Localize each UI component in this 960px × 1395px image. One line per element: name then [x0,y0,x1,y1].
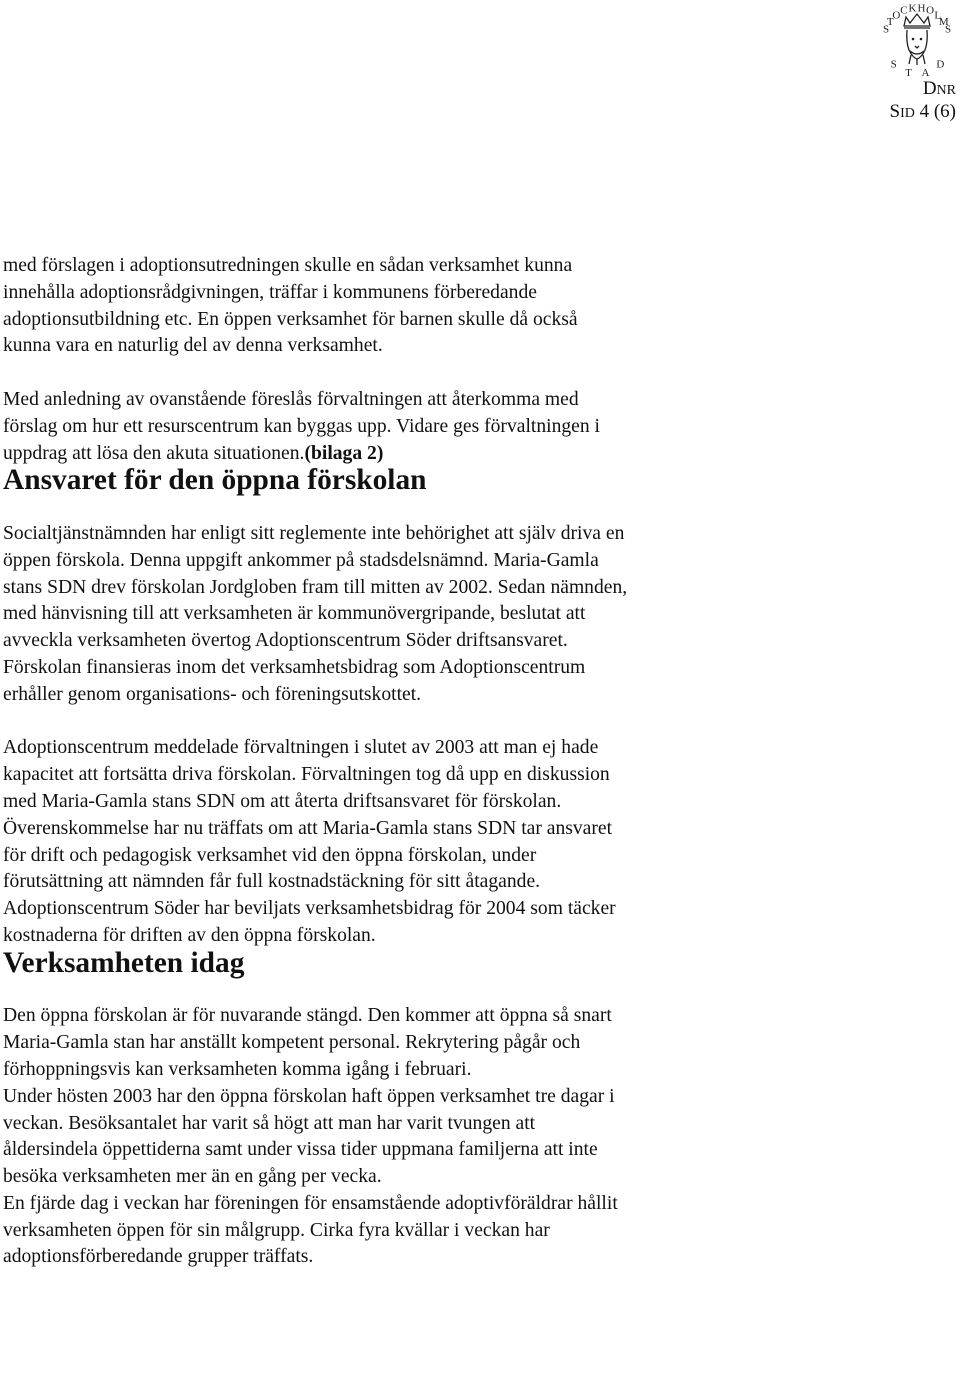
logo-letter: T [905,66,912,78]
heading-responsibility: Ansvaret för den öppna förskolan [3,464,427,497]
dnr-rest: NR [936,83,956,98]
logo-letter: K [908,2,917,15]
logo-letter: O [926,4,935,17]
logo-letter: T [886,15,894,28]
paragraph-resource-centre [3,387,957,467]
logo-letter: M [938,15,949,28]
logo-letter: S [890,58,897,71]
paragraph-adoption-proposal: med förslagen i adoptionsutredningen skulle en sådan verksamhet kunna innehålla adoptionsrådgivningen, träffar i kommunens förberedande adoptionsutbildning etc. En öppen verksamhet för barnen skulle då också kunna vara en naturlig del av denna verksamhet. [3,255,578,357]
sid-rest: ID [900,106,915,121]
dnr-first-letter: D [922,78,937,99]
page-number: 4 (6) [919,101,956,122]
attachment-reference: (bilaga 2) [304,442,384,464]
sid-first-letter: S [889,101,901,122]
document-number-label [923,78,956,102]
logo-letter: O [892,9,901,22]
saint-erik-head-icon [907,30,928,65]
logo-letter: A [921,66,930,78]
paragraph-activity-today: Den öppna förskolan är för nuvarande stängd. Den kommer att öppna så snart Maria-Gamla stan har anställt kompetent personal. Rekrytering pågår och förhoppningsvis kan verksamheten komma igång i februari. Under hösten 2003 har den öppna förskolan haft öppen verksamhet tre dagar i veckan. Besöksantalet har varit så högt att man har varit tvungen att åldersindela öppettiderna samt under vissa tider uppmana familjerna att inte besöka verksamheten mer än en gång per vecka. En fjärde dag i veckan har föreningen för ensamstående adoptivföräldrar hållit verksamheten öppen för sin målgrupp. Cirka fyra kvällar i veckan har adoptionsförberedande grupper träffats. [3,1005,618,1268]
document-body [3,253,957,1271]
logo-letter: D [936,58,945,71]
logo-letter: C [900,4,908,17]
logo-letter: L [934,9,942,22]
logo-letter: S [944,23,952,36]
logo-letter: H [917,2,926,15]
paragraph-resource-centre-text: Med anledning av ovanstående föreslås förvaltningen att återkomma med förslag om hur ett resurscentrum kan byggas upp. Vidare ges förvaltningen i uppdrag att lösa den akuta situationen. [3,388,601,464]
paragraph-responsibility: Socialtjänstnämnden har enligt sitt reglemente inte behörighet att själv driva en öppen förskola. Denna uppgift ankommer på stadsdelsnämnd. Maria-Gamla stans SDN drev förskolan Jordgloben fram till mitten av 2002. Sedan nämnden, med hänvisning till att verksamheten är kommunövergripande, beslutat att avveckla verksamheten övertog Adoptionscentrum Söder driftsansvaret. Förskolan finansieras inom det verksamhetsbidrag som Adoptionscentrum erhåller genom organisations- och föreningsutskottet. [3,522,628,705]
stockholms-stad-logo [876,2,958,78]
paragraph-adoption-centre: Adoptionscentrum meddelade förvaltningen i slutet av 2003 att man ej hade kapacitet att fortsätta driva förskolan. Förvaltningen tog då upp en diskussion med Maria-Gamla stans SDN om att återta driftsansvaret för förskolan. Överenskommelse har nu träffats om att Maria-Gamla stans SDN tar ansvaret för drift och pedagogisk verksamhet vid den öppna förskolan, under förutsättning att nämnden får full kostnadstäckning för sitt åtagande. Adoptionscentrum Söder har beviljats verksamhetsbidrag för 2004 som täcker kostnaderna för driften av den öppna förskolan. [3,737,616,946]
page-number-label [889,101,956,125]
heading-activity-today: Verksamheten idag [3,946,245,979]
logo-letter: S [882,23,890,36]
